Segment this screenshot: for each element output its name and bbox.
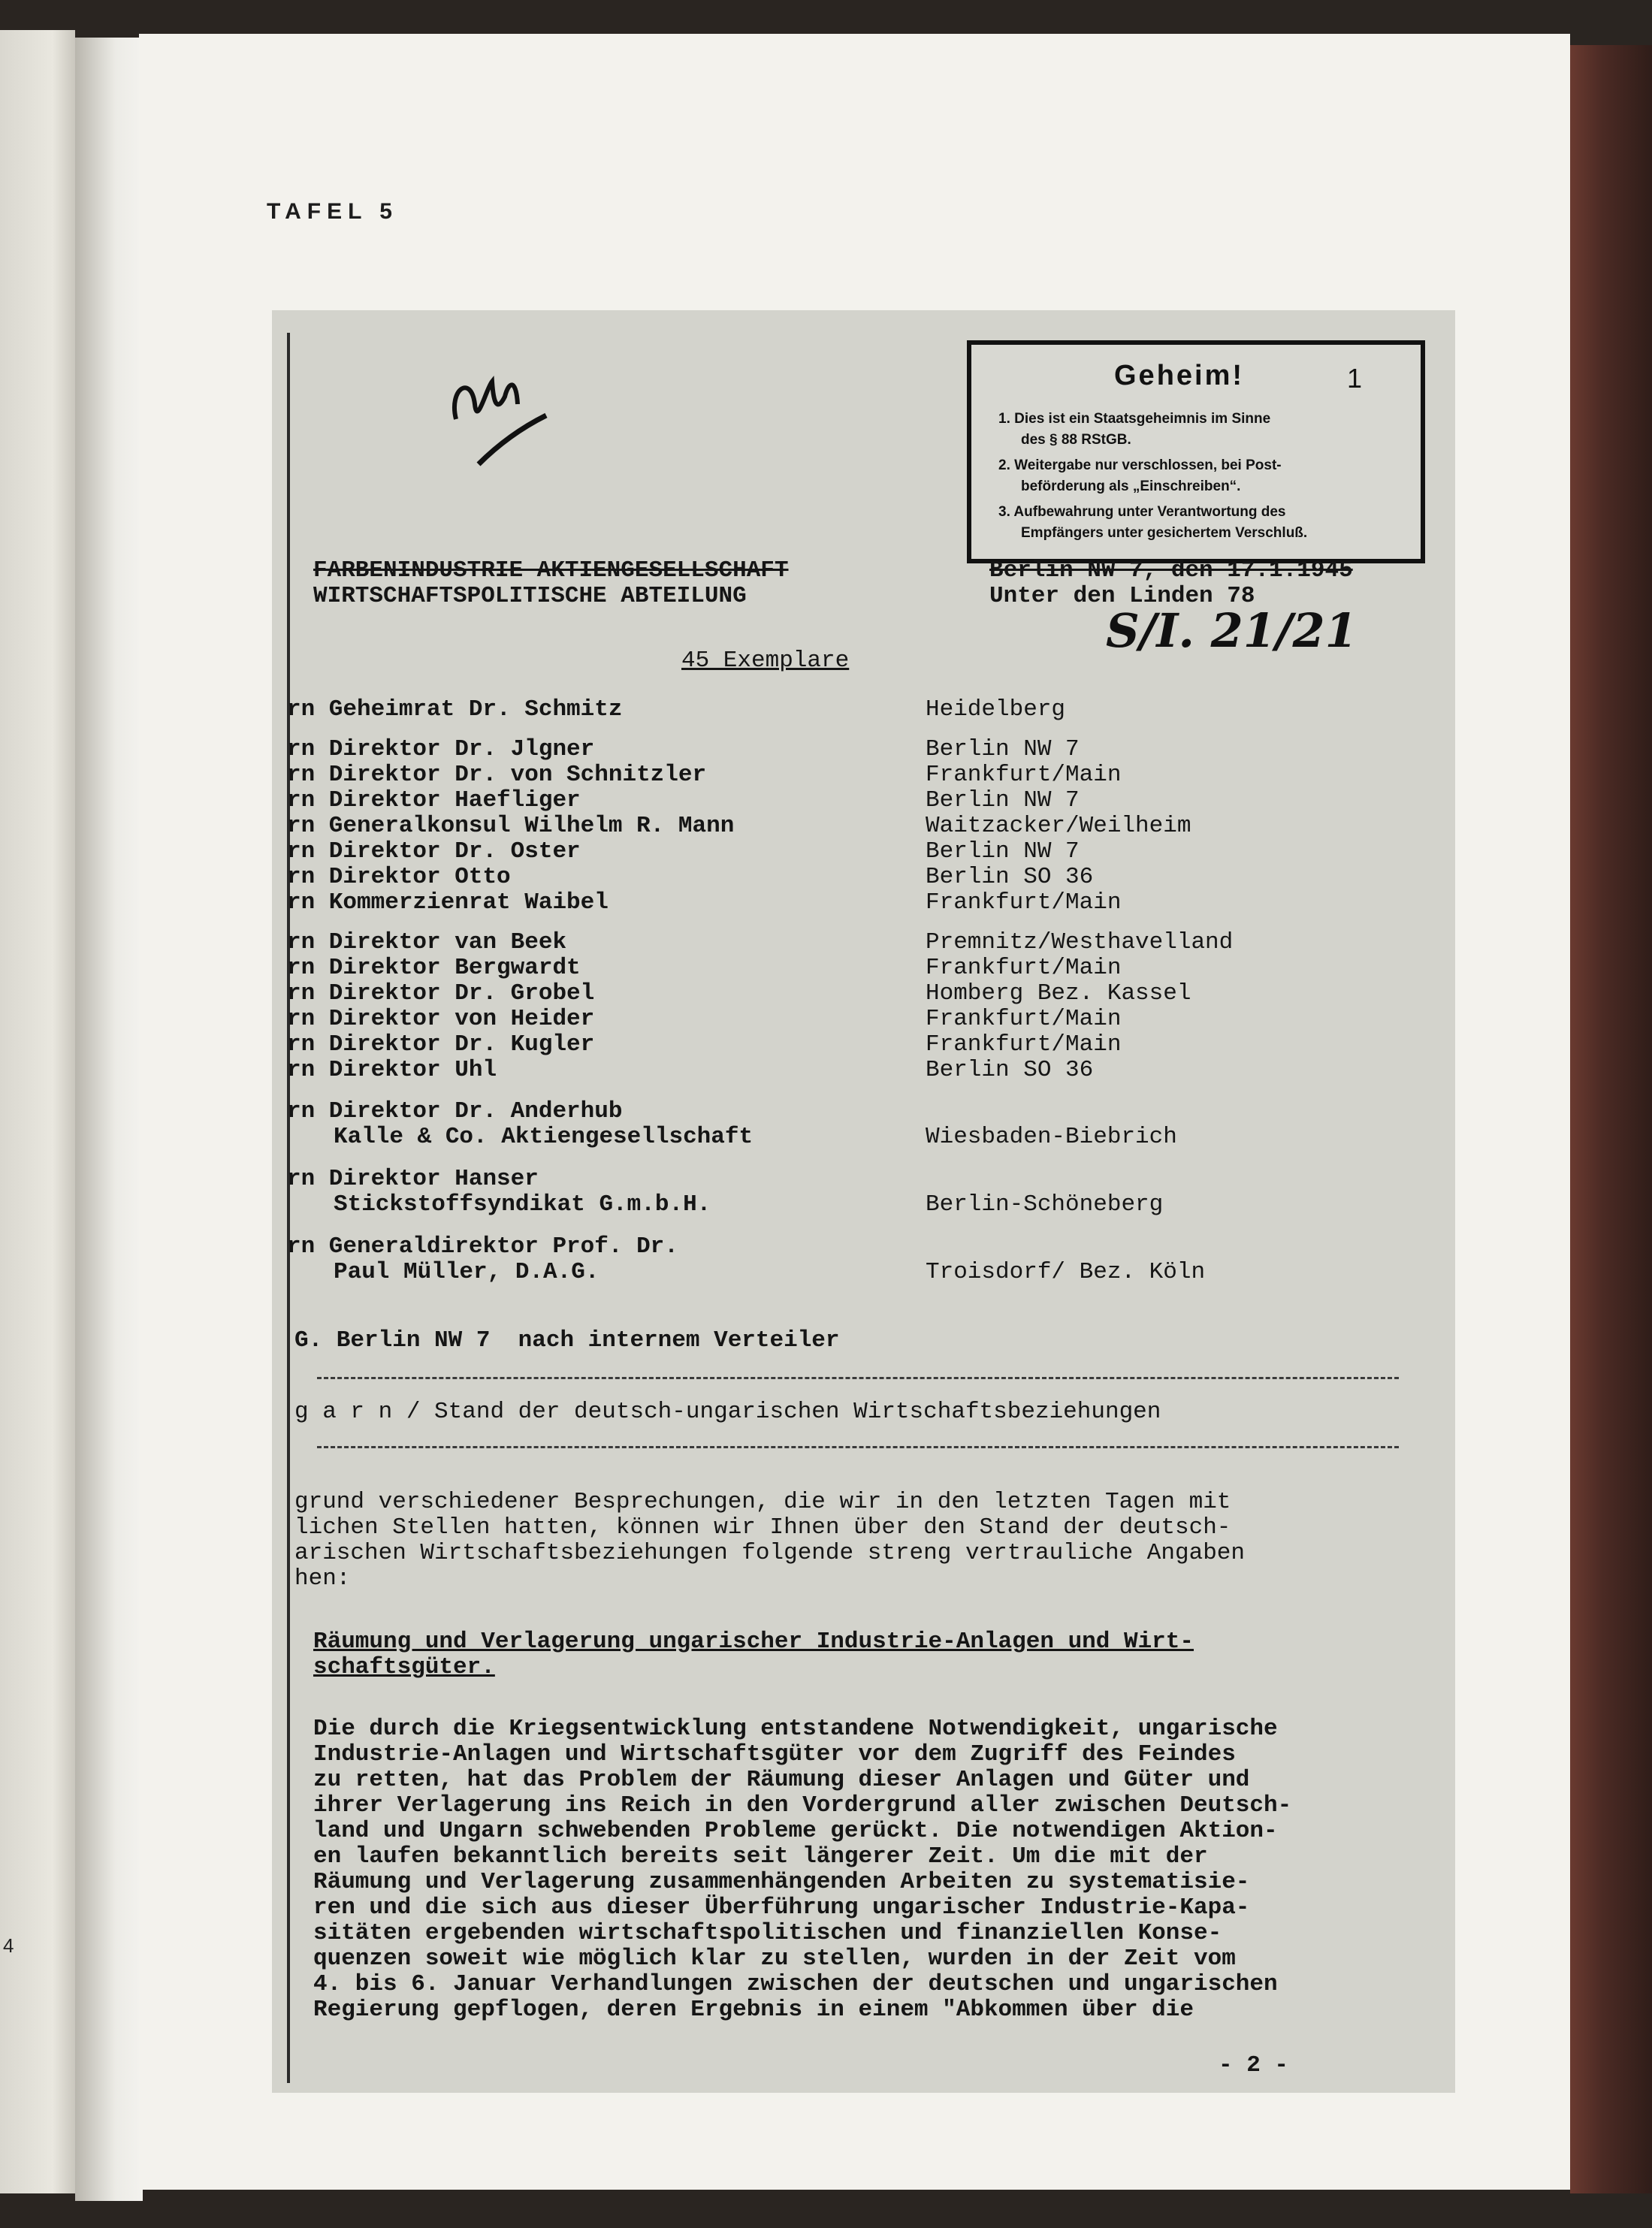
plate-label: TAFEL 5 (267, 199, 398, 224)
recipient-name: rn Kommerzienrat Waibel (287, 889, 609, 916)
recipient-name: rn Direktor Dr. Kugler (287, 1031, 595, 1058)
stamp-line: beförderung als „Einschreiben“. (1021, 479, 1241, 494)
intro-line: arischen Wirtschaftsbeziehungen folgende streng vertrauliche Angaben (294, 1540, 1246, 1566)
recipient-place: Berlin NW 7 (926, 736, 1080, 762)
intro-line: hen: (294, 1565, 351, 1592)
recipient-place: Frankfurt/Main (926, 955, 1122, 981)
recipient-place: Berlin-Schöneberg (926, 1191, 1164, 1218)
recipient-name: rn Direktor Dr. Grobel (287, 980, 595, 1007)
stamp-line: Empfängers unter gesichertem Verschluß. (1021, 525, 1308, 541)
intro-line: lichen Stellen hatten, können wir Ihnen über den Stand der deutsch- (294, 1514, 1231, 1541)
handwritten-reference: S/I. 21/21 (1106, 603, 1358, 658)
secret-stamp (967, 340, 1425, 563)
recipient-company: Paul Müller, D.A.G. (334, 1259, 599, 1285)
date-line: Berlin NW 7, den 17.1.1945 (989, 557, 1353, 584)
document-margin-line (287, 333, 290, 2083)
recipient-name: rn Direktor Otto (287, 864, 511, 890)
stamp-line: 1. Dies ist ein Staatsgeheimnis im Sinne (998, 411, 1271, 427)
stamp-line: des § 88 RStGB. (1021, 432, 1131, 448)
body-line: Räumung und Verlagerung zusammenhängenden Arbeiten zu systematisie- (313, 1869, 1250, 1895)
body-line: Industrie-Anlagen und Wirtschaftsgüter vor dem Zugriff des Feindes (313, 1741, 1236, 1768)
recipient-name: rn Direktor Dr. Oster (287, 838, 581, 865)
copies-count: 45 Exemplare (681, 648, 850, 674)
recipient-place: Frankfurt/Main (926, 889, 1122, 916)
body-line: zu retten, hat das Problem der Räumung dieser Anlagen und Güter und (313, 1767, 1250, 1793)
separator-rule (317, 1377, 1399, 1379)
recipient-name: rn Direktor Dr. Anderhub (287, 1098, 623, 1125)
recipient-place: Berlin NW 7 (926, 787, 1080, 814)
recipient-name: rn Direktor Dr. Jlgner (287, 736, 595, 762)
stamp-number: 1 (1347, 363, 1363, 394)
body-line: Regierung gepflogen, deren Ergebnis in einem "Abkommen über die (313, 1997, 1194, 2023)
body-line: en laufen bekanntlich bereits seit längerer Zeit. Um die mit der (313, 1843, 1208, 1870)
recipient-place: Heidelberg (926, 696, 1066, 723)
company-name: FARBENINDUSTRIE AKTIENGESELLSCHAFT (313, 557, 789, 584)
body-line: 4. bis 6. Januar Verhandlungen zwischen der deutschen und ungarischen (313, 1971, 1278, 1997)
recipient-name: rn Generalkonsul Wilhelm R. Mann (287, 813, 735, 839)
stamp-line: 2. Weitergabe nur verschlossen, bei Post- (998, 457, 1282, 473)
intro-line: grund verschiedener Besprechungen, die wir in den letzten Tagen mit (294, 1489, 1231, 1515)
recipient-place: Frankfurt/Main (926, 1006, 1122, 1032)
recipient-place: Troisdorf/ Bez. Köln (926, 1259, 1206, 1285)
recipient-place: Berlin SO 36 (926, 1057, 1094, 1083)
recipient-place: Premnitz/Westhavelland (926, 929, 1234, 956)
recipient-name: rn Direktor Haefliger (287, 787, 581, 814)
recipient-name: rn Direktor von Heider (287, 1006, 595, 1032)
recipient-company: Kalle & Co. Aktiengesellschaft (334, 1124, 754, 1150)
book-gutter (75, 38, 143, 2201)
body-line: Die durch die Kriegsentwicklung entstandene Notwendigkeit, ungarische (313, 1716, 1278, 1742)
recipient-name: rn Generaldirektor Prof. Dr. (287, 1233, 678, 1260)
recipient-place: Berlin NW 7 (926, 838, 1080, 865)
document-page-number: - 2 - (1219, 2052, 1289, 2079)
internal-distribution: G. Berlin NW 7 nach internem Verteiler (294, 1327, 840, 1354)
recipient-name: rn Direktor Hanser (287, 1166, 539, 1192)
book-binding (1570, 45, 1652, 2193)
recipient-name: rn Direktor van Beek (287, 929, 567, 956)
section-heading: Räumung und Verlagerung ungarischer Industrie-Anlagen und Wirt- (313, 1629, 1194, 1655)
recipient-name: rn Geheimrat Dr. Schmitz (287, 696, 623, 723)
recipient-place: Frankfurt/Main (926, 762, 1122, 788)
recipient-company: Stickstoffsyndikat G.m.b.H. (334, 1191, 711, 1218)
recipient-place: Berlin SO 36 (926, 864, 1094, 890)
subject-line: g a r n / Stand der deutsch-ungarischen Wirtschaftsbeziehungen (294, 1399, 1161, 1425)
left-page-number: 4 (3, 1934, 14, 1957)
body-line: sitäten ergebenden wirtschaftspolitischen und finanziellen Konse- (313, 1920, 1222, 1946)
stamp-title: Geheim! (1114, 360, 1245, 391)
recipient-name: rn Direktor Uhl (287, 1057, 497, 1083)
recipient-place: Frankfurt/Main (926, 1031, 1122, 1058)
recipient-place: Homberg Bez. Kassel (926, 980, 1191, 1007)
department-name: WIRTSCHAFTSPOLITISCHE ABTEILUNG (313, 583, 747, 609)
address-line: Unter den Linden 78 (989, 583, 1255, 609)
body-line: ren und die sich aus dieser Überführung ungarischer Industrie-Kapa- (313, 1894, 1250, 1921)
typed-document (272, 310, 1455, 2093)
signature-mark (433, 359, 554, 479)
recipient-name: rn Direktor Dr. von Schnitzler (287, 762, 707, 788)
body-line: ihrer Verlagerung ins Reich in den Vordergrund aller zwischen Deutsch- (313, 1792, 1292, 1819)
left-page (0, 30, 75, 2193)
body-line: land und Ungarn schwebenden Probleme gerückt. Die notwendigen Aktion- (313, 1818, 1278, 1844)
recipient-place: Wiesbaden-Biebrich (926, 1124, 1177, 1150)
section-heading: schaftsgüter. (313, 1654, 495, 1680)
recipient-place: Waitzacker/Weilheim (926, 813, 1191, 839)
separator-rule (317, 1446, 1399, 1448)
recipient-name: rn Direktor Bergwardt (287, 955, 581, 981)
stamp-line: 3. Aufbewahrung unter Verantwortung des (998, 504, 1286, 520)
body-line: quenzen soweit wie möglich klar zu stellen, wurden in der Zeit vom (313, 1946, 1236, 1972)
